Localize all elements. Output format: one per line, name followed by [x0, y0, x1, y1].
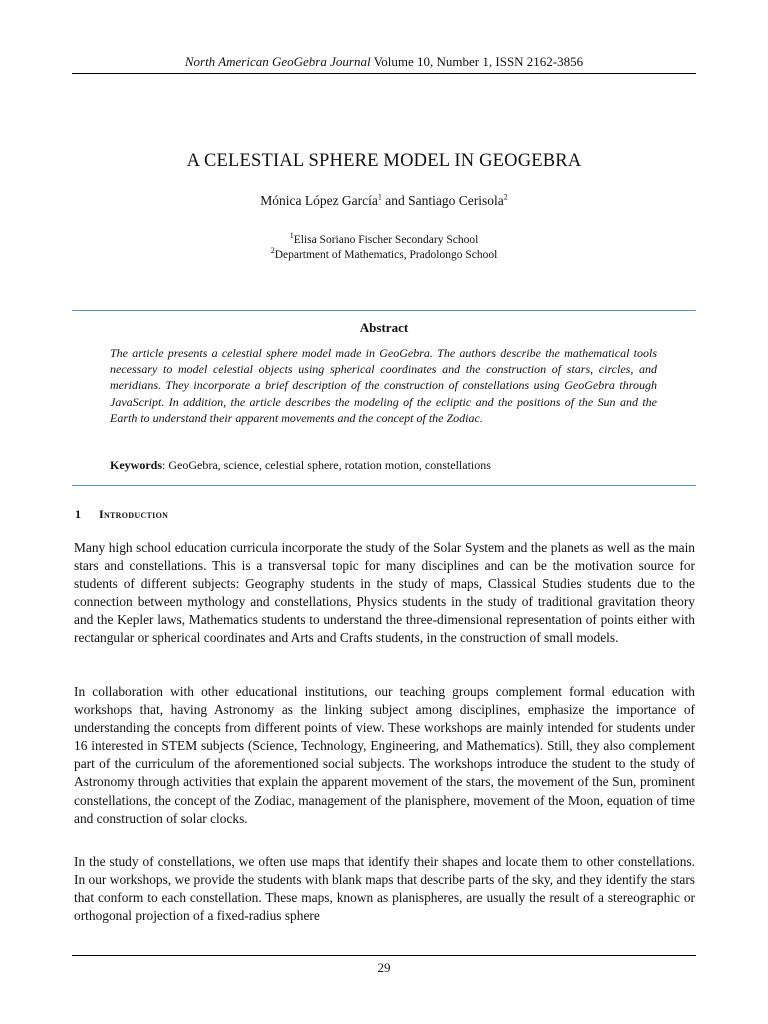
keywords-label: Keywords: [110, 458, 162, 472]
section-number: 1: [75, 507, 81, 521]
keywords: Keywords: GeoGebra, science, celestial sphere, rotation motion, constellations: [110, 458, 491, 472]
abstract-body: The article presents a celestial sphere model made in GeoGebra. The authors describe the mathematical tools necessary to model celestial objects using spherical coordinates and the construction of stars, circles, and meridians. They incorporate a brief description of the construction of constellations using GeoGebra through JavaScript. In addition, the article describes the modeling of the ecliptic and the positions of the Sun and the Earth to understand their apparent movements and the concept of the Zodiac.: [110, 346, 657, 425]
affiliation-1: [72, 231, 696, 246]
author-2-affil-mark: 2: [503, 192, 508, 202]
affiliation-1-text: Elisa Soriano Fischer Secondary School: [293, 234, 479, 246]
paragraph: In the study of constellations, we often use maps that identify their shapes and locate them to other constellations. In our workshops, we provide the students with blank maps that describe parts of the sky, and they identify the stars that conform to each constellation. These maps, known as planispheres, are usually the result of a stereographic or orthogonal projection of a fixed-radius sphere: [74, 854, 695, 924]
author-joiner: and: [381, 193, 409, 208]
paragraph: In collaboration with other educational institutions, our teaching groups complement formal education with workshops that, having Astronomy as the linking subject among disciplines, emphasize the importance of understanding the concepts from different points of view. These workshops are mainly intended for students under 16 interested in STEM subjects (Science, Technology, Engineering, and Mathematics). Still, they also complement part of the curriculum of the aforementioned social subjects. The workshops introduce the student to the study of Astronomy through activities that explain the apparent movement of the stars, the movement of the Sun, prominent constellations, the concept of the Zodiac, management of the planisphere, movement of the Moon, equation of time and construction of solar clocks.: [74, 684, 695, 826]
page-number: 29: [377, 960, 391, 975]
section-heading: [75, 507, 168, 522]
author-1: Mónica López García: [260, 193, 378, 208]
keywords-text: GeoGebra, science, celestial sphere, rotation motion, constellations: [168, 458, 491, 472]
affiliation-2-text: Department of Mathematics, Pradolongo School: [274, 249, 498, 261]
paragraph: Many high school education curricula incorporate the study of the Solar System and the planets as well as the main stars and constellations. This is a transversal topic for many disciplines and can be the motivation source for students of different subjects: Geography students in the study of maps, Classical Studies students due to the connection between mythology and constellations, Physics students in the study of traditional gravitation theory and the Kepler laws, Mathematics students to understand the three-dimensional representation of points either with rectangular or spherical coordinates and Arts and Crafts students, in the construction of small models.: [74, 540, 695, 646]
abstract-top-rule: [72, 310, 696, 311]
affiliation-1-mark: 1: [289, 231, 294, 241]
abstract-heading: Abstract: [359, 320, 409, 335]
author-2: Santiago Cerisola: [408, 193, 504, 208]
affiliation-2: [72, 246, 696, 261]
section-title: Introduction: [99, 507, 169, 521]
paper-title: A CELESTIAL SPHERE MODEL IN GEOGEBRA: [186, 151, 582, 171]
running-header: [72, 54, 696, 70]
affiliation-2-mark: 2: [270, 246, 275, 256]
abstract-bottom-rule: [72, 485, 696, 486]
footer-rule: [72, 955, 696, 956]
journal-issue: Volume 10, Number 1, ISSN 2162-3856: [373, 54, 584, 69]
author-1-affil-mark: 1: [377, 192, 382, 202]
header-rule: [72, 73, 696, 74]
journal-name: North American GeoGebra Journal: [184, 54, 371, 69]
author-line: [72, 193, 696, 209]
